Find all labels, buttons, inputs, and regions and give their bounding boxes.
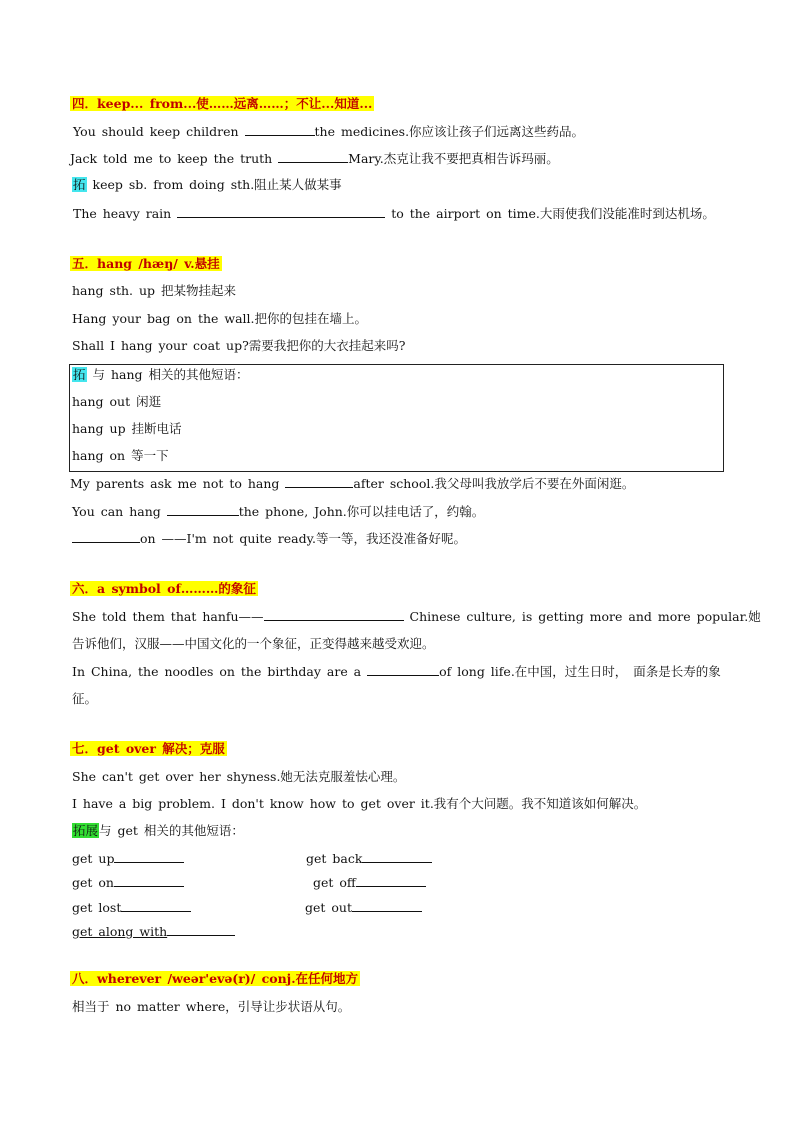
s8-note: 相当于 no matter where，引导让步状语从句。 <box>72 999 351 1014</box>
answer-blank[interactable] <box>352 898 422 912</box>
box-item: hang out 闲逛 <box>72 394 162 409</box>
answer-blank[interactable] <box>114 849 184 863</box>
s4-extension: 拓 keep sb. from doing sth.阻止某人做某事 <box>73 177 342 192</box>
s4-sentence-1: You should keep children the medicines.你应该让孩子们远离这些药品。 <box>73 124 585 139</box>
s6-sentence-1: She told them that hanfu—— Chinese culture, is getting more and more popular.她 <box>72 609 761 624</box>
section-6-heading: 六．a symbol of………的象征 <box>72 581 256 596</box>
extension-tag: 拓 <box>73 367 86 382</box>
answer-blank[interactable] <box>245 122 315 136</box>
s7-example-1: She can't get over her shyness.她无法克服羞怯心理。 <box>72 769 406 784</box>
box-title: 拓 与 hang 相关的其他短语： <box>73 367 249 382</box>
section-7-heading: 七．get over 解决；克服 <box>72 741 225 756</box>
s5-example-2: Shall I hang your coat up?需要我把你的大衣挂起来吗? <box>72 338 406 353</box>
s5-example-1: Hang your bag on the wall.把你的包挂在墙上。 <box>72 311 368 326</box>
answer-blank[interactable] <box>367 662 439 676</box>
s5-phrase: hang sth. up 把某物挂起来 <box>72 283 236 298</box>
get-phrase: get along with <box>72 922 235 941</box>
section-5-heading: 五．hang /hæŋ/ v.悬挂 <box>72 256 220 271</box>
answer-blank[interactable] <box>177 204 385 218</box>
s4-sentence-3: The heavy rain to the airport on time.大雨使我们没能准时到达机场。 <box>73 206 715 221</box>
s6-translation-1: 告诉他们，汉服——中国文化的一个象征，正变得越来越受欢迎。 <box>72 636 435 651</box>
get-phrase: get off <box>313 873 426 892</box>
answer-blank[interactable] <box>114 873 184 887</box>
s5-exercise-1: My parents ask me not to hang after school.我父母叫我放学后不要在外面闲逛。 <box>70 476 635 491</box>
answer-blank[interactable] <box>72 529 140 543</box>
s4-sentence-2: Jack told me to keep the truth Mary.杰克让我不要把真相告诉玛丽。 <box>70 151 559 166</box>
hang-phrases-box <box>69 364 724 472</box>
get-phrase: get on <box>72 873 184 892</box>
get-phrase: get lost <box>72 898 191 917</box>
section-4-heading: 四．keep... from...使……远离……；不让...知道... <box>72 96 373 111</box>
answer-blank[interactable] <box>278 149 348 163</box>
extension-tag: 拓 <box>73 177 86 192</box>
answer-blank[interactable] <box>167 502 239 516</box>
box-item: hang up 挂断电话 <box>72 421 182 436</box>
answer-blank[interactable] <box>121 898 191 912</box>
answer-blank[interactable] <box>167 922 235 936</box>
box-item: hang on 等一下 <box>72 448 169 463</box>
answer-blank[interactable] <box>356 873 426 887</box>
get-phrase: get up <box>72 849 184 868</box>
section-8-heading: 八．wherever /weər'evə(r)/ conj.在任何地方 <box>72 971 359 986</box>
answer-blank[interactable] <box>285 474 353 488</box>
get-phrase: get back <box>306 849 432 868</box>
s5-exercise-3: on ——I'm not quite ready.等一等，我还没准备好呢。 <box>72 529 466 548</box>
s7-extension: 拓展与 get 相关的其他短语： <box>73 823 244 838</box>
answer-blank[interactable] <box>264 607 404 621</box>
get-phrase: get out <box>305 898 422 917</box>
s7-example-2: I have a big problem. I don't know how to get over it.我有个大问题。我不知道该如何解决。 <box>72 796 647 811</box>
extension-tag: 拓展 <box>73 823 99 838</box>
s6-translation-2: 征。 <box>72 691 98 706</box>
answer-blank[interactable] <box>362 849 432 863</box>
s5-exercise-2: You can hang the phone, John.你可以挂电话了，约翰。 <box>72 504 485 519</box>
s6-sentence-2: In China, the noodles on the birthday are a of long life.在中国，过生日时， 面条是长寿的象 <box>72 664 721 679</box>
